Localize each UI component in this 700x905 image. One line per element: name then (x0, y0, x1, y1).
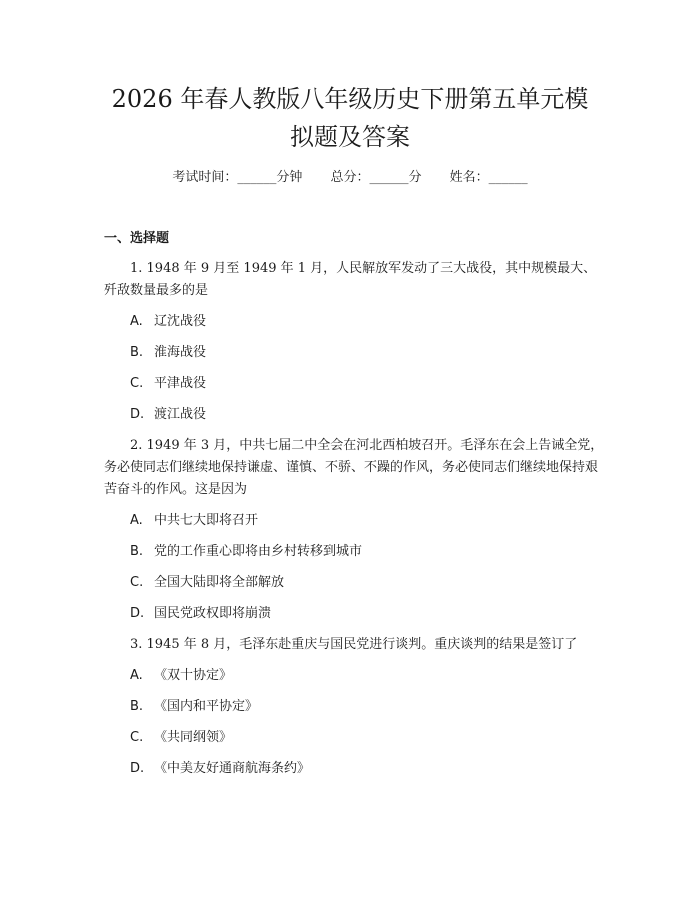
option-a (104, 510, 604, 532)
option-letter: D. (130, 407, 145, 422)
option-letter: D. (130, 761, 145, 776)
student-name-field: 姓名：______ (449, 170, 528, 185)
option-text: 《双十协定》 (154, 668, 233, 683)
option-letter: B. (130, 544, 144, 559)
option-text: 《中美友好通商航海条约》 (154, 761, 311, 776)
title-line-1: 2026 年春人教版八年级历史下册第五单元模 (111, 85, 589, 113)
option-b (104, 696, 604, 718)
option-b (104, 541, 604, 563)
option-letter: B. (130, 345, 144, 360)
option-c (104, 727, 604, 749)
option-text: 全国大陆即将全部解放 (154, 575, 285, 590)
option-d (104, 603, 604, 625)
option-letter: C. (130, 376, 144, 391)
question-stem: 2. 1949 年 3 月，中共七届二中全会在河北西柏坡召开。毛泽东在会上告诫全党，务必使同志们继续地保持谦虚、谨慎、不骄、不躁的作风，务必使同志们继续地保持艰苦奋斗的作风。这是因为 (104, 438, 604, 497)
option-text: 《国内和平协定》 (154, 699, 259, 714)
option-text: 渡江战役 (154, 407, 207, 422)
option-text: 辽沈战役 (154, 314, 207, 329)
option-c (104, 373, 604, 395)
exam-info (0, 168, 700, 188)
total-score-field: 总分：______分 (330, 170, 422, 185)
option-text: 淮海战役 (154, 345, 207, 360)
question-stem: 3. 1945 年 8 月，毛泽东赴重庆与国民党进行谈判。重庆谈判的结果是签订了 (130, 637, 578, 652)
option-text: 国民党政权即将崩溃 (154, 606, 272, 621)
option-d (104, 404, 604, 426)
option-b (104, 342, 604, 364)
option-a (104, 665, 604, 687)
exam-time-field: 考试时间：______分钟 (172, 170, 303, 185)
option-text: 平津战役 (154, 376, 207, 391)
question-stem: 1. 1948 年 9 月至 1949 年 1 月，人民解放军发动了三大战役，其中规模最大、歼敌数量最多的是 (104, 261, 597, 298)
question-1 (104, 258, 604, 426)
option-letter: A. (130, 314, 143, 329)
option-d (104, 758, 604, 780)
option-c (104, 572, 604, 594)
option-letter: A. (130, 513, 143, 528)
document-title (80, 80, 620, 156)
option-text: 中共七大即将召开 (154, 513, 259, 528)
title-line-2: 拟题及答案 (290, 123, 410, 151)
option-letter: B. (130, 699, 144, 714)
question-2 (104, 435, 604, 625)
option-text: 《共同纲领》 (154, 730, 233, 745)
option-letter: D. (130, 606, 145, 621)
question-3 (104, 634, 604, 780)
option-text: 党的工作重心即将由乡村转移到城市 (154, 544, 363, 559)
option-a (104, 311, 604, 333)
question-list (104, 258, 604, 789)
option-letter: A. (130, 668, 143, 683)
section-heading: 一、选择题 (104, 231, 170, 246)
option-letter: C. (130, 730, 144, 745)
option-letter: C. (130, 575, 144, 590)
